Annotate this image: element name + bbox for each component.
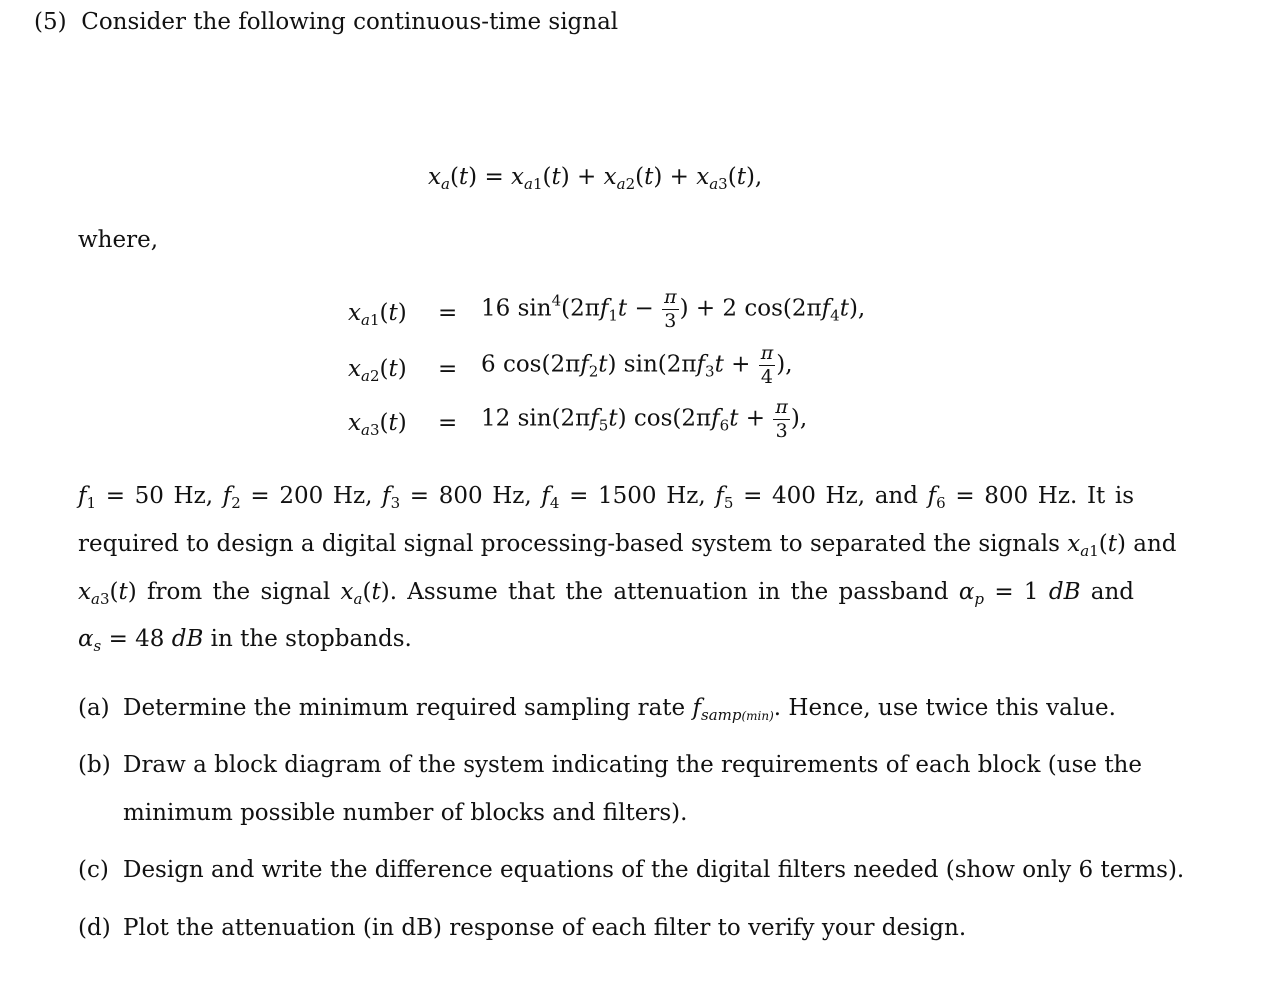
definition-xa1: $x_{a1}(t)$ = 16 $\sin^4(2\pi f_1t$ − $\frac{\pi}{3}$ ) + 2 $\cos(2\pi f_4t)$, xyxy=(348,286,866,332)
subquestion-text: Design and write the difference equations of the digital filters needed (show only 6 terms). xyxy=(123,857,1185,883)
paragraph-line-3: $x_{a3}(t)$ from the signal $x_a(t)$. Assume that the attenuation in the passband $\alpha_p = 1$ dB and xyxy=(78,579,1135,608)
subquestion-label: (b) xyxy=(78,752,111,778)
subquestion-label: (a) xyxy=(78,695,110,721)
subquestion-text-line-2: minimum possible number of blocks and filters). xyxy=(123,800,688,826)
paragraph-line-4: $\alpha_s = 48$ dB in the stopbands. xyxy=(78,626,412,655)
definition-xa2: $x_{a2}(t)$ = 6 $\cos(2\pi f_2t) \sin(2\pi f_3t$ + $\frac{\pi}{4}$ ), xyxy=(348,342,793,388)
where-label: where, xyxy=(78,227,159,253)
subquestion-text: Determine the minimum required sampling rate $f_{samp(min)}$. Hence, use twice this value. xyxy=(123,695,1116,724)
subquestion-text: Plot the attenuation (in dB) response of each filter to verify your design. xyxy=(123,915,967,941)
problem-number: (5) xyxy=(34,9,67,35)
paragraph-line-2: required to design a digital signal processing-based system to separated the signals $x_{a1}(t)$ and xyxy=(78,531,1177,560)
subquestion-label: (c) xyxy=(78,857,109,883)
problem-intro: Consider the following continuous-time signal xyxy=(81,9,619,35)
main-equation: $x_a(t) = x_{a1}(t) + x_{a2}(t) + x_{a3}(t)$, xyxy=(428,164,763,193)
problem-header xyxy=(34,9,618,35)
definition-xa3: $x_{a3}(t)$ = 12 $\sin(2\pi f_5t) \cos(2\pi f_6t$ + $\frac{\pi}{3}$ ), xyxy=(348,396,808,442)
subquestion-text-line-1: Draw a block diagram of the system indicating the requirements of each block (use the xyxy=(123,752,1142,778)
frequency-line: $f_1 = 50$ Hz, $f_2 = 200$ Hz, $f_3 = 800$ Hz, $f_4 = 1500$ Hz, $f_5 = 400$ Hz, and $f_6 = 800$ Hz. It is xyxy=(78,483,1135,512)
subquestion-label: (d) xyxy=(78,915,111,941)
